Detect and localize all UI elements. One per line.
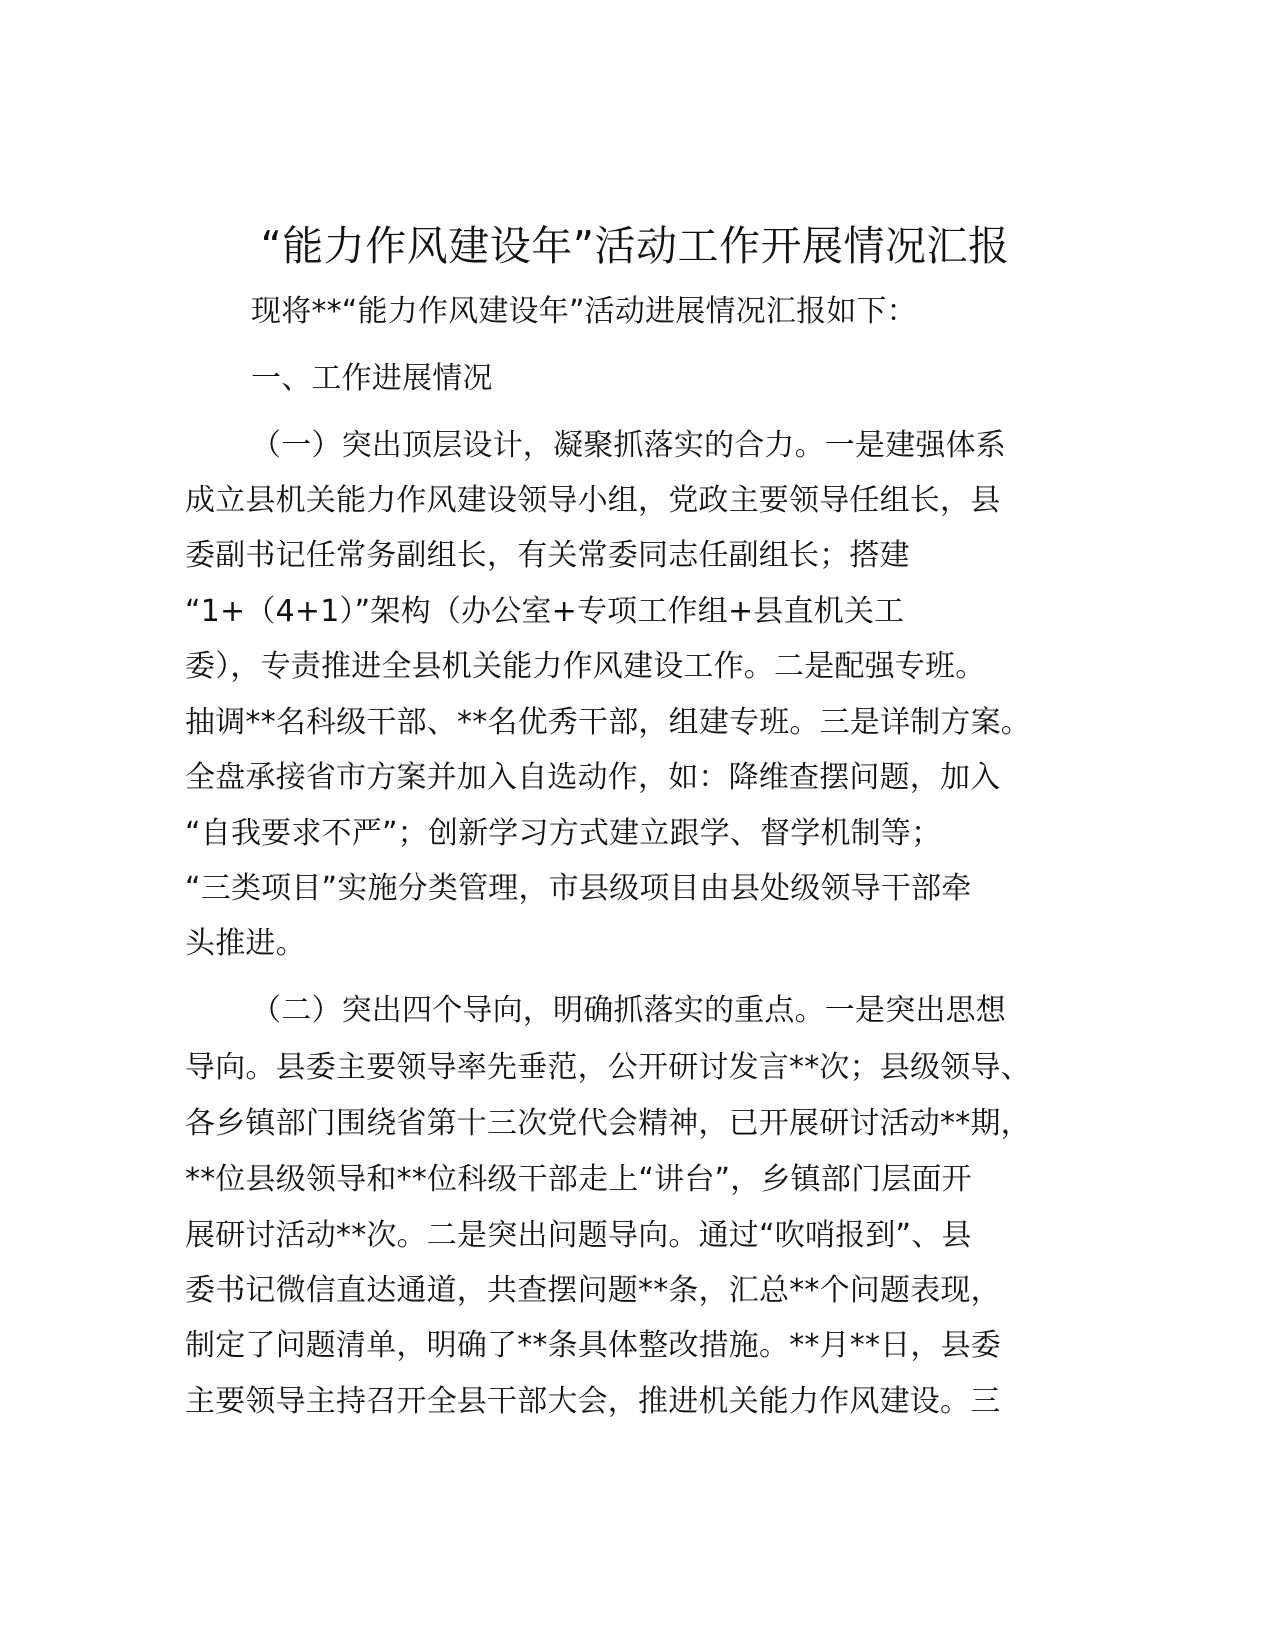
paragraph-line: 主要领导主持召开全县干部大会，推进机关能力作风建设。三 xyxy=(185,1384,1001,1419)
paragraph-line: 委书记微信直达通道，共查摆问题**条，汇总**个问题表现， xyxy=(185,1273,1001,1308)
document-title: “能力作风建设年”活动工作开展情况汇报 xyxy=(260,222,1010,270)
paragraph-line: 成立县机关能力作风建设领导小组，党政主要领导任组长，县 xyxy=(185,483,1001,518)
paragraph-line: 抽调**名科级干部、**名优秀干部，组建专班。三是详制方案。 xyxy=(185,705,1031,740)
paragraph-line: 展研讨活动**次。二是突出问题导向。通过“吹哨报到”、县 xyxy=(185,1218,972,1253)
section-heading: 一、工作进展情况 xyxy=(251,361,493,396)
paragraph-line: 头推进。 xyxy=(185,926,306,961)
paragraph-line: 全盘承接省市方案并加入自选动作，如：降维查摆问题，加入 xyxy=(185,760,1001,795)
paragraph-line: 各乡镇部门围绕省第十三次党代会精神，已开展研讨活动**期， xyxy=(185,1106,1031,1141)
paragraph-line: “1+（4+1）”架构（办公室+专项工作组+县直机关工 xyxy=(185,594,905,629)
paragraph-line: “自我要求不严”；创新学习方式建立跟学、督学机制等； xyxy=(185,816,942,851)
paragraph-line: 导向。县委主要领导率先垂范，公开研讨发言**次；县级领导、 xyxy=(185,1050,1031,1085)
paragraph-line: （二）突出四个导向，明确抓落实的重点。一是突出思想 xyxy=(251,993,1006,1028)
intro-paragraph: 现将**“能力作风建设年”活动进展情况汇报如下： xyxy=(251,294,917,329)
paragraph-line: （一）突出顶层设计，凝聚抓落实的合力。一是建强体系 xyxy=(251,428,1006,463)
paragraph-line: **位县级领导和**位科级干部走上“讲台”，乡镇部门层面开 xyxy=(185,1162,972,1197)
paragraph-line: 制定了问题清单，明确了**条具体整改措施。**月**日，县委 xyxy=(185,1328,1001,1363)
paragraph-line: 委副书记任常务副组长，有关常委同志任副组长；搭建 xyxy=(185,538,910,573)
paragraph-line: “三类项目”实施分类管理，市县级项目由县处级领导干部牵 xyxy=(185,871,972,906)
paragraph-line: 委），专责推进全县机关能力作风建设工作。二是配强专班。 xyxy=(185,649,986,684)
